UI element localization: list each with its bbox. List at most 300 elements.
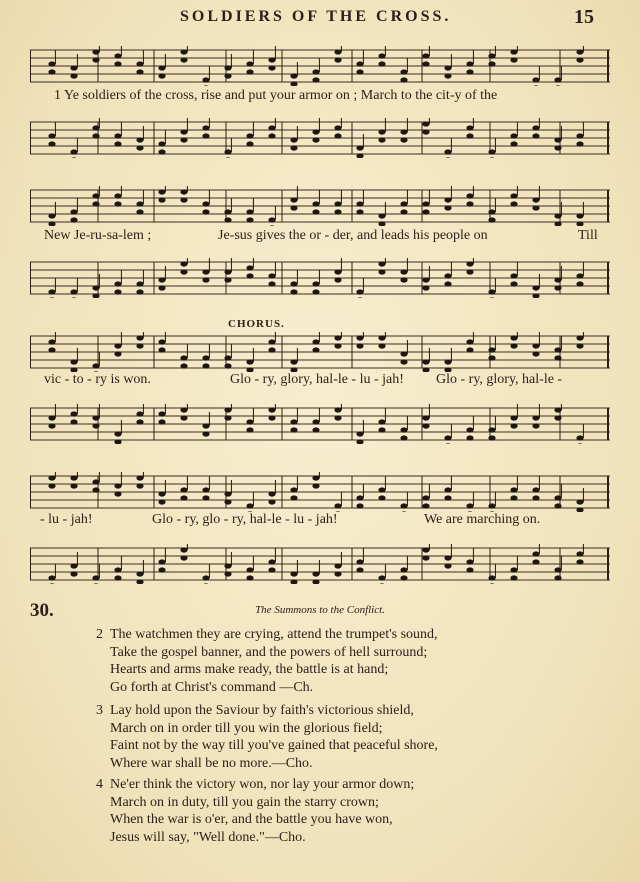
note-head xyxy=(400,503,407,508)
note-head xyxy=(334,415,341,420)
note-head xyxy=(378,487,385,492)
note-head xyxy=(356,503,363,508)
verse-3 xyxy=(96,702,536,774)
note-head xyxy=(400,427,407,432)
note-head xyxy=(488,355,495,360)
note-head xyxy=(290,73,297,78)
note-head xyxy=(554,213,561,218)
note-head xyxy=(224,499,231,504)
note-head xyxy=(532,351,539,356)
note-head xyxy=(444,487,451,492)
note-head xyxy=(356,431,363,436)
note-head xyxy=(158,339,165,344)
note-head xyxy=(48,415,55,420)
note-head xyxy=(202,77,209,82)
note-head xyxy=(488,297,495,298)
note-head xyxy=(246,359,253,364)
note-head xyxy=(180,49,187,54)
note-head xyxy=(290,419,297,424)
verse-line: Where war shall be no more.—Cho. xyxy=(110,755,313,771)
note-head xyxy=(290,197,297,202)
note-head xyxy=(312,427,319,432)
note-head xyxy=(70,297,77,298)
note-head xyxy=(202,277,209,282)
staff-drawing xyxy=(30,186,610,226)
note-head xyxy=(114,567,121,572)
note-head xyxy=(400,435,407,440)
staff-drawing xyxy=(30,404,610,444)
note-head xyxy=(378,61,385,66)
note-head xyxy=(224,563,231,568)
note-head xyxy=(378,495,385,500)
note-head xyxy=(554,77,561,82)
note-head xyxy=(158,277,165,282)
note-head xyxy=(444,555,451,560)
note-head xyxy=(378,261,385,266)
note-head xyxy=(554,567,561,572)
note-head xyxy=(532,285,539,290)
page-header-title: SOLDIERS OF THE CROSS. xyxy=(180,8,452,25)
note-head xyxy=(312,339,319,344)
note-head xyxy=(510,575,517,580)
note-head xyxy=(48,347,55,352)
note-head xyxy=(378,53,385,58)
note-head xyxy=(466,427,473,432)
note-head xyxy=(114,431,121,436)
note-head xyxy=(290,427,297,432)
verse-line: Jesus will say, "Well done."—Cho. xyxy=(110,829,306,845)
note-head xyxy=(136,289,143,294)
note-head xyxy=(422,547,429,552)
note-head xyxy=(334,201,341,206)
note-head xyxy=(356,297,363,298)
note-head xyxy=(290,487,297,492)
note-head xyxy=(488,435,495,440)
note-head xyxy=(48,483,55,488)
note-head xyxy=(334,49,341,54)
note-head xyxy=(554,145,561,150)
staff-drawing xyxy=(30,472,610,512)
note-head xyxy=(92,193,99,198)
note-head xyxy=(92,49,99,54)
note-head xyxy=(92,363,99,368)
note-head xyxy=(334,563,341,568)
staff-drawing xyxy=(30,258,610,298)
note-head xyxy=(202,125,209,130)
note-head xyxy=(180,129,187,134)
verse-number: 2 xyxy=(96,627,103,642)
lyric-system-2-b: Je-sus gives the or - der, and leads his people on xyxy=(218,228,488,243)
note-head xyxy=(488,61,495,66)
note-head xyxy=(510,567,517,572)
note-head xyxy=(356,61,363,66)
note-head xyxy=(510,57,517,62)
note-head xyxy=(202,85,209,86)
note-head xyxy=(510,415,517,420)
note-head xyxy=(180,555,187,560)
note-head xyxy=(466,61,473,66)
note-head xyxy=(70,419,77,424)
note-head xyxy=(202,487,209,492)
note-head xyxy=(334,57,341,62)
note-head xyxy=(312,289,319,294)
note-head xyxy=(70,157,77,158)
note-head xyxy=(488,347,495,352)
note-head xyxy=(466,347,473,352)
note-head xyxy=(510,487,517,492)
music-staff-bass-3 xyxy=(30,404,610,444)
note-head xyxy=(422,423,429,428)
note-head xyxy=(466,69,473,74)
note-head xyxy=(70,217,77,222)
verse-line: The watchmen they are crying, attend the trumpet's sound, xyxy=(110,627,438,642)
note-head xyxy=(246,133,253,138)
note-head xyxy=(180,197,187,202)
note-head xyxy=(488,427,495,432)
note-head xyxy=(290,289,297,294)
note-head xyxy=(92,57,99,62)
note-head xyxy=(378,269,385,274)
note-head xyxy=(246,273,253,278)
note-head xyxy=(70,563,77,568)
note-head xyxy=(510,201,517,206)
note-head xyxy=(48,575,55,580)
note-head xyxy=(158,65,165,70)
verse-line: Go forth at Christ's command —Ch. xyxy=(110,679,314,695)
note-head xyxy=(466,261,473,266)
note-head xyxy=(576,273,583,278)
lyric-system-4-b: Glo - ry, glo - ry, hal-le - lu - jah! xyxy=(152,512,338,527)
note-head xyxy=(202,201,209,206)
note-head xyxy=(92,423,99,428)
note-head xyxy=(114,133,121,138)
note-head xyxy=(268,57,275,62)
note-head xyxy=(158,419,165,424)
verse-line: March on in order till you win the glorious field; xyxy=(110,720,383,736)
note-head xyxy=(422,503,429,508)
note-head xyxy=(312,129,319,134)
note-head xyxy=(268,415,275,420)
note-head xyxy=(466,201,473,206)
note-head xyxy=(312,137,319,142)
staff-drawing xyxy=(30,332,610,372)
note-head xyxy=(488,149,495,154)
note-head xyxy=(532,487,539,492)
note-head xyxy=(554,85,561,86)
note-head xyxy=(92,479,99,484)
note-head xyxy=(532,133,539,138)
note-head xyxy=(378,575,385,580)
note-head xyxy=(488,209,495,214)
note-head xyxy=(400,77,407,82)
note-head xyxy=(576,335,583,340)
note-head xyxy=(488,217,495,222)
note-head xyxy=(334,209,341,214)
note-head xyxy=(576,443,583,444)
note-head xyxy=(202,423,209,428)
note-head xyxy=(114,281,121,286)
lyric-text: Ye soldiers of the cross, rise and put your armor on ; March to the cit-y of the xyxy=(63,88,498,103)
music-staff-bass-1 xyxy=(30,118,610,158)
note-head xyxy=(444,205,451,210)
note-head xyxy=(180,137,187,142)
note-head xyxy=(48,69,55,74)
note-head xyxy=(48,339,55,344)
note-head xyxy=(400,575,407,580)
note-head xyxy=(510,343,517,348)
note-head xyxy=(92,285,99,290)
note-head xyxy=(268,339,275,344)
note-head xyxy=(444,73,451,78)
note-head xyxy=(532,495,539,500)
note-head xyxy=(576,141,583,146)
note-head xyxy=(158,149,165,154)
note-head xyxy=(180,415,187,420)
note-head xyxy=(510,141,517,146)
note-head xyxy=(334,407,341,412)
note-head xyxy=(378,343,385,348)
note-head xyxy=(334,125,341,130)
staff-drawing xyxy=(30,46,610,86)
note-head xyxy=(532,197,539,202)
verse-line: Ne'er think the victory won, nor lay your armor down; xyxy=(110,777,415,792)
note-head xyxy=(312,209,319,214)
note-head xyxy=(268,133,275,138)
hymn-number: 30. xyxy=(30,600,54,621)
note-head xyxy=(312,281,319,286)
note-head xyxy=(444,273,451,278)
note-head xyxy=(356,559,363,564)
note-head xyxy=(422,201,429,206)
note-head xyxy=(466,125,473,130)
note-head xyxy=(246,69,253,74)
note-head xyxy=(422,285,429,290)
note-head xyxy=(70,65,77,70)
note-head xyxy=(246,427,253,432)
note-head xyxy=(312,347,319,352)
verse-2 xyxy=(96,626,536,698)
note-head xyxy=(554,285,561,290)
note-head xyxy=(48,213,55,218)
note-head xyxy=(334,269,341,274)
note-head xyxy=(576,343,583,348)
note-head xyxy=(554,137,561,142)
note-head xyxy=(444,359,451,364)
note-head xyxy=(378,427,385,432)
note-head xyxy=(422,359,429,364)
note-head xyxy=(114,53,121,58)
lyric-system-4-c: We are marching on. xyxy=(424,512,541,527)
note-head xyxy=(224,73,231,78)
note-head xyxy=(114,289,121,294)
note-head xyxy=(488,583,495,584)
note-head xyxy=(378,129,385,134)
note-head xyxy=(158,491,165,496)
note-head xyxy=(114,575,121,580)
note-head xyxy=(532,125,539,130)
note-head xyxy=(246,209,253,214)
note-head xyxy=(224,407,231,412)
note-head xyxy=(422,121,429,126)
note-head xyxy=(510,495,517,500)
note-head xyxy=(532,205,539,210)
note-head xyxy=(92,415,99,420)
note-head xyxy=(290,281,297,286)
note-head xyxy=(334,133,341,138)
note-head xyxy=(202,575,209,580)
note-head xyxy=(136,201,143,206)
music-staff-bass-4 xyxy=(30,544,610,584)
note-head xyxy=(554,347,561,352)
note-head xyxy=(136,137,143,142)
note-head xyxy=(312,69,319,74)
page-number: 15 xyxy=(574,6,594,28)
note-head xyxy=(422,209,429,214)
note-head xyxy=(268,217,275,222)
note-head xyxy=(92,133,99,138)
note-head xyxy=(444,281,451,286)
lyric-system-3-b: Glo - ry, glory, hal-le - lu - jah! xyxy=(230,372,404,387)
note-head xyxy=(444,65,451,70)
note-head xyxy=(158,189,165,194)
note-head xyxy=(114,343,121,348)
note-head xyxy=(422,129,429,134)
note-head xyxy=(400,351,407,356)
note-head xyxy=(70,289,77,294)
note-head xyxy=(488,53,495,58)
note-head xyxy=(92,125,99,130)
note-head xyxy=(180,363,187,368)
note-head xyxy=(246,217,253,222)
note-head xyxy=(202,269,209,274)
verse-number-1: 1 xyxy=(54,88,61,103)
note-head xyxy=(334,335,341,340)
note-head xyxy=(158,285,165,290)
note-head xyxy=(334,503,341,508)
note-head xyxy=(224,277,231,282)
note-head xyxy=(400,129,407,134)
note-head xyxy=(48,141,55,146)
note-head xyxy=(70,483,77,488)
note-head xyxy=(554,277,561,282)
note-head xyxy=(444,197,451,202)
note-head xyxy=(114,141,121,146)
note-head xyxy=(532,415,539,420)
lyric-system-1 xyxy=(54,88,497,104)
note-head xyxy=(224,65,231,70)
note-head xyxy=(510,193,517,198)
lyric-system-3-c: Glo - ry, glory, hal-le - xyxy=(436,372,563,387)
note-head xyxy=(246,61,253,66)
verse-number: 4 xyxy=(96,777,103,792)
note-head xyxy=(180,547,187,552)
note-head xyxy=(180,407,187,412)
note-head xyxy=(576,435,583,440)
note-head xyxy=(334,277,341,282)
staff-drawing xyxy=(30,118,610,158)
note-head xyxy=(378,335,385,340)
note-head xyxy=(180,261,187,266)
note-head xyxy=(576,49,583,54)
note-head xyxy=(114,201,121,206)
note-head xyxy=(246,419,253,424)
note-head xyxy=(268,499,275,504)
note-head xyxy=(48,583,55,584)
note-head xyxy=(48,475,55,480)
note-head xyxy=(312,483,319,488)
note-head xyxy=(312,571,319,576)
note-head xyxy=(70,359,77,364)
note-head xyxy=(268,491,275,496)
note-head xyxy=(268,65,275,70)
note-head xyxy=(70,411,77,416)
note-head xyxy=(268,281,275,286)
note-head xyxy=(510,133,517,138)
note-head xyxy=(290,145,297,150)
note-head xyxy=(290,137,297,142)
music-staff-treble-1 xyxy=(30,46,610,86)
note-head xyxy=(136,419,143,424)
note-head xyxy=(202,431,209,436)
note-head xyxy=(554,503,561,508)
note-head xyxy=(290,205,297,210)
note-head xyxy=(400,209,407,214)
note-head xyxy=(48,133,55,138)
note-head xyxy=(532,85,539,86)
note-head xyxy=(422,61,429,66)
note-head xyxy=(356,335,363,340)
note-head xyxy=(136,343,143,348)
lyric-system-2-c: Till xyxy=(578,228,598,243)
note-head xyxy=(224,571,231,576)
note-head xyxy=(510,423,517,428)
note-head xyxy=(466,435,473,440)
note-head xyxy=(444,495,451,500)
note-head xyxy=(378,419,385,424)
note-head xyxy=(180,487,187,492)
note-head xyxy=(466,193,473,198)
lyric-system-2-a: New Je-ru-sa-lem ; xyxy=(44,228,152,243)
note-head xyxy=(510,273,517,278)
note-head xyxy=(158,141,165,146)
note-head xyxy=(466,133,473,138)
note-head xyxy=(576,57,583,62)
staff-drawing xyxy=(30,544,610,584)
note-head xyxy=(136,61,143,66)
note-head xyxy=(554,575,561,580)
note-head xyxy=(488,503,495,508)
note-head xyxy=(114,61,121,66)
note-head xyxy=(224,149,231,154)
note-head xyxy=(224,269,231,274)
note-head xyxy=(378,213,385,218)
note-head xyxy=(422,53,429,58)
note-head xyxy=(92,583,99,584)
lyric-system-4-a: - lu - jah! xyxy=(40,512,93,527)
note-head xyxy=(92,575,99,580)
note-head xyxy=(180,57,187,62)
note-head xyxy=(246,575,253,580)
note-head xyxy=(114,351,121,356)
note-head xyxy=(532,343,539,348)
note-head xyxy=(488,157,495,158)
note-head xyxy=(290,359,297,364)
note-head xyxy=(70,209,77,214)
verse-line: Lay hold upon the Saviour by faith's victorious shield, xyxy=(110,703,414,718)
note-head xyxy=(158,197,165,202)
note-head xyxy=(92,487,99,492)
note-head xyxy=(400,567,407,572)
